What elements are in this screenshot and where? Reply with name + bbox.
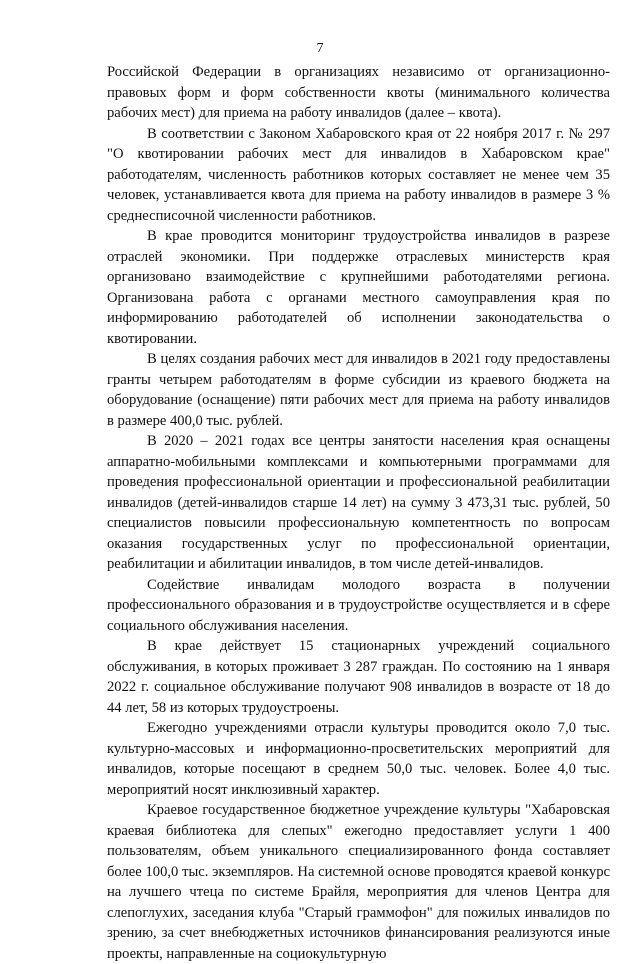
paragraph-grants: В целях создания рабочих мест для инвалидов в 2021 году предоставлены гранты четырем работодателям в форме субсидии из краевого бюджета на оборудование (оснащение) пяти рабочих мест для приема на работу инвалидов в размере 400,0 тыс. рублей. — [107, 351, 610, 429]
paragraph-social-service-institutions: В крае действует 15 стационарных учреждений социального обслуживания, в которых проживает 3 287 граждан. По состоянию на 1 января 2022 г. социальное обслуживание получают 908 инвалидов в возрасте от 18 до 44 лет, 58 из которых трудоустроены. — [107, 638, 610, 716]
body-text — [107, 62, 610, 964]
page-number: 7 — [316, 41, 324, 56]
paragraph-employment-monitoring: В крае проводится мониторинг трудоустройства инвалидов в разрезе отраслей экономики. При поддержке отраслевых министерств края организовано взаимодействие с крупнейшими работодателями региона. Организована работа с органами местного самоуправления края по информированию работодателей об исполнении законодательства о квотировании. — [107, 228, 610, 347]
paragraph-quota-continuation: Российской Федерации в организациях независимо от организационно-правовых форм и форм собственности квоты (минимального количества рабочих мест) для приема на работу инвалидов (далее – квота). — [107, 64, 610, 121]
paragraph-young-disabled-support: Содействие инвалидам молодого возраста в получении профессионального образования и в трудоустройстве осуществляется и в сфере социального обслуживания населения. — [107, 576, 610, 634]
paragraph-employment-centers: В 2020 – 2021 годах все центры занятости населения края оснащены аппаратно-мобильными комплексами и компьютерными программами для проведения профессиональной ориентации и профессиональной реабилитации инвалидов (детей-инвалидов старше 14 лет) на сумму 3 473,31 тыс. рублей, 50 специалистов повысили профессиональную компетентность по вопросам оказания государственных услуг по профессиональной ориентации, реабилитации и абилитации инвалидов, в том числе детей-инвалидов. — [107, 433, 610, 572]
paragraph-culture-events: Ежегодно учреждениями отрасли культуры проводится около 7,0 тыс. культурно-массовых и информационно-просветительских мероприятий для инвалидов, которые посещают в среднем 50,0 тыс. человек. Более 4,0 тыс. мероприятий носят инклюзивный характер. — [107, 720, 610, 798]
paragraph-khabarovsk-law: В соответствии с Законом Хабаровского края от 22 ноября 2017 г. № 297 "О квотировании рабочих мест для инвалидов в Хабаровском крае" работодателям, численность работников которых составляет не менее чем 35 человек, устанавливается квота для приема на работу инвалидов в размере 3 % среднесписочной численности работников. — [107, 125, 610, 224]
paragraph-library-for-blind: Краевое государственное бюджетное учреждение культуры "Хабаровская краевая библиотека для слепых" ежегодно предоставляет услуги 1 400 пользователям, объем уникального специализированного фонда составляет более 100,0 тыс. экземпляров. На системной основе проводятся краевой конкурс на лучшего чтеца по системе Брайля, мероприятия для членов Центра для слепоглухих, заседания клуба "Старый граммофон" для пожилых инвалидов по зрению, за счет внебюджетных источников финансирования реализуются иные проекты, направленные на социокультурную — [107, 802, 610, 962]
